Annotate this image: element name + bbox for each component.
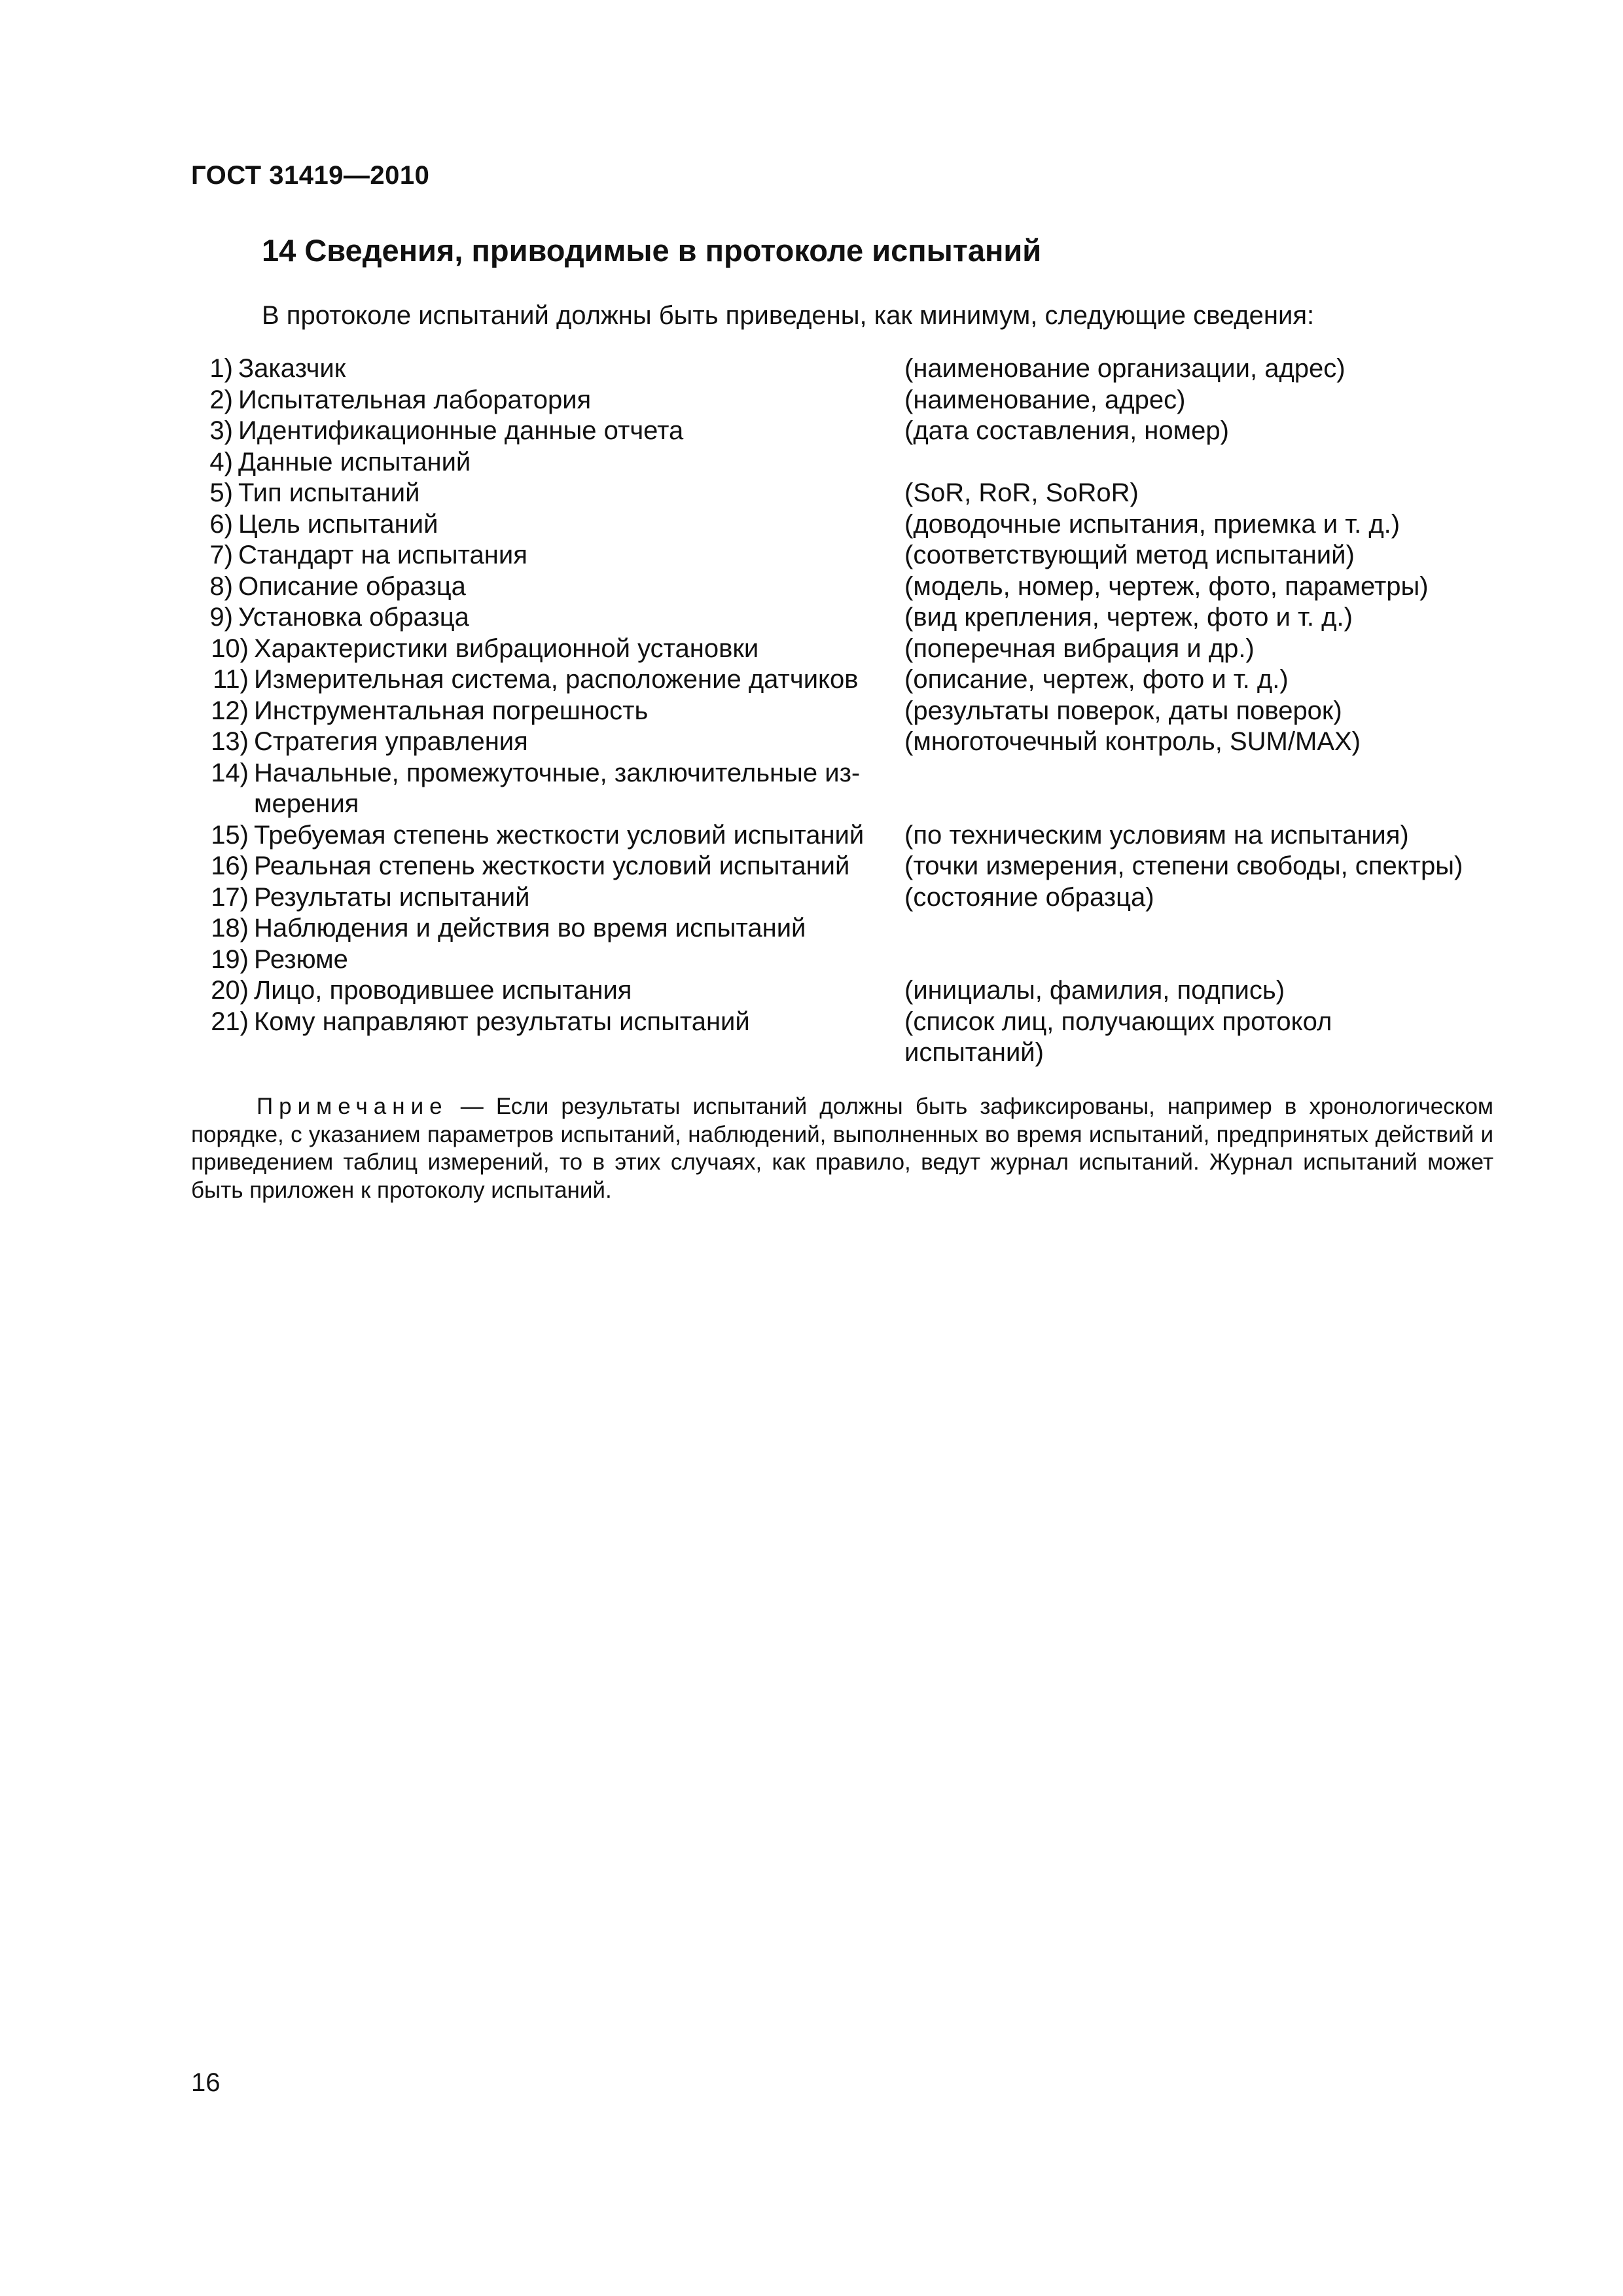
list-item-number: 4) [209,447,233,476]
list-item [196,602,1505,634]
list-item-detail-line: (наименование организации, адрес) [904,354,1346,383]
list-item-number: 7) [209,541,233,569]
list-item-label [238,571,906,603]
list-item-label-line: Цель испытаний [238,509,438,539]
list-item-number: 15) [211,820,249,850]
note-text: — Если результаты испытаний должны быть зафиксированы, например в хронологическом порядке, с указанием параметров испытаний, наблюдений, выполненных во время испытаний, предпринятых действий и приведением таблиц измерений, то в этих случаях, как правило, ведут журнал испытаний. Журнал испытаний может быть приложен к протоколу испытаний. [191,1094,1493,1203]
list-item-detail [904,634,1493,665]
list-item-label-line: Характеристики вибрационной установки [254,634,759,663]
list-item-detail [904,478,1493,509]
list-item-label [254,696,908,727]
list-item [196,851,1505,882]
list-item-label-line: Кому направляют результаты испытаний [254,1007,750,1036]
list-item [196,416,1505,447]
list-item-label [254,634,908,665]
list-item-detail [904,416,1493,447]
list-item-detail-line: испытаний) [904,1038,1044,1067]
list-item-label [254,913,908,944]
requirements-list [196,353,1505,1069]
list-item-label-line: Наблюдения и действия во время испытаний [254,914,806,942]
list-item-detail-line: (SoR, RoR, SoRoR) [904,478,1139,507]
list-item-detail [904,540,1493,571]
list-item-number: 18) [211,914,249,942]
list-item-label-line: Стратегия управления [254,727,528,756]
list-item [196,664,1505,696]
list-item-number: 5) [209,478,233,507]
list-item-label-line: Стандарт на испытания [238,541,527,569]
list-item-number: 17) [211,882,249,912]
list-item-detail-line: (многоточечный контроль, SUM/MAX) [904,727,1361,756]
list-item-label-line: Установка образца [238,603,469,632]
list-item-detail [904,726,1493,758]
list-item-number: 11) [213,665,249,694]
list-item-detail [904,353,1493,385]
list-item-number: 21) [211,1007,249,1036]
list-item-number: 14) [211,758,249,787]
intro-paragraph: В протоколе испытаний должны быть приведены, как минимум, следующие сведения: [262,301,1315,330]
list-item-label [254,726,908,758]
list-item-detail [904,820,1493,852]
list-item-detail [904,696,1493,727]
list-item-detail [904,851,1493,882]
page-number: 16 [191,2068,221,2097]
section-title: 14 Сведения, приводимые в протоколе испытаний [262,233,1042,268]
list-item-number: 20) [211,976,249,1005]
list-item-detail-line: (дата составления, номер) [904,416,1229,445]
list-item-label-line: Идентификационные данные отчета [238,416,684,445]
list-item-detail [904,975,1493,1007]
list-item-label [254,882,908,914]
list-item-number: 16) [211,852,249,880]
list-item [196,913,1505,944]
list-item-label [254,975,908,1007]
list-item [196,944,1505,976]
list-item-label [238,540,906,571]
list-item-number: 1) [209,354,233,383]
list-item-label [238,509,906,541]
list-item-label-line: Тип испытаний [238,478,420,507]
list-item [196,353,1505,385]
list-item-label-line: Реальная степень жесткости условий испытаний [254,852,850,880]
list-item-label [238,447,906,478]
list-item-number: 3) [209,416,233,445]
list-item [196,447,1505,478]
list-item-detail-line: (результаты поверок, даты поверок) [904,696,1342,725]
list-item-detail [904,602,1493,634]
list-item-number: 9) [209,603,233,632]
list-item-detail [904,385,1493,416]
list-item-number: 8) [209,571,233,601]
list-item-detail-line: (список лиц, получающих протокол [904,1007,1332,1036]
list-item-detail-line: (инициалы, фамилия, подпись) [904,976,1285,1005]
list-item-detail-line: (наименование, адрес) [904,385,1186,414]
list-item-label-line: Испытательная лаборатория [238,385,592,414]
list-item-detail-line: (описание, чертеж, фото и т. д.) [904,665,1289,694]
list-item-label [238,602,906,634]
list-item-label [254,851,908,882]
list-item-detail-line: (состояние образца) [904,882,1154,912]
list-item-detail-line: (поперечная вибрация и др.) [904,634,1255,663]
list-item [196,634,1505,665]
list-item [196,1007,1505,1069]
list-item-number: 13) [211,727,249,756]
list-item [196,975,1505,1007]
list-item-number: 19) [211,944,249,974]
note-paragraph [191,1093,1493,1204]
list-item-number: 2) [209,385,233,414]
list-item [196,726,1505,758]
list-item-detail-line: (модель, номер, чертеж, фото, параметры) [904,571,1429,601]
list-item-label-line: Лицо, проводившее испытания [254,976,632,1005]
list-item [196,696,1505,727]
list-item-detail-line: (вид крепления, чертеж, фото и т. д.) [904,603,1353,632]
list-item-detail [904,664,1493,696]
list-item-number: 6) [209,509,233,539]
list-item-detail-line: (соответствующий метод испытаний) [904,541,1355,569]
list-item-label-line: мерения [254,789,359,818]
list-item-label [254,820,908,852]
list-item-label [238,353,906,385]
list-item-label [254,944,908,976]
list-item-detail [904,571,1493,603]
list-item-label-line: Данные испытаний [238,447,471,476]
list-item-detail-line: (доводочные испытания, приемка и т. д.) [904,509,1400,539]
list-item-label-line: Заказчик [238,354,346,383]
list-item [196,540,1505,571]
list-item-label-line: Начальные, промежуточные, заключительные из- [254,758,861,787]
list-item [196,882,1505,914]
list-item-number: 12) [211,696,249,725]
list-item-label [254,1007,908,1038]
list-item [196,571,1505,603]
list-item-label [238,385,906,416]
document-id: ГОСТ 31419—2010 [191,161,430,190]
list-item-label [238,416,906,447]
list-item-label-line: Требуемая степень жесткости условий испытаний [254,820,865,850]
list-item [196,385,1505,416]
list-item-label [254,664,908,696]
list-item-label-line: Результаты испытаний [254,882,530,912]
list-item-detail-line: (точки измерения, степени свободы, спектры) [904,852,1463,880]
list-item [196,820,1505,852]
list-item-detail-line: (по техническим условиям на испытания) [904,820,1409,850]
list-item-label-line: Измерительная система, расположение датчиков [254,665,859,694]
list-item-label-line: Инструментальная погрешность [254,696,649,725]
list-item-detail [904,509,1493,541]
list-item [196,478,1505,509]
list-item [196,758,1505,820]
list-item-label [238,478,906,509]
list-item-label [254,758,908,820]
list-item-detail [904,1007,1493,1069]
list-item-label-line: Резюме [254,944,348,974]
list-item-number: 10) [211,634,249,663]
list-item-detail [904,882,1493,914]
note-label: Примечание [257,1094,448,1119]
list-item-label-line: Описание образца [238,571,466,601]
list-item [196,509,1505,541]
